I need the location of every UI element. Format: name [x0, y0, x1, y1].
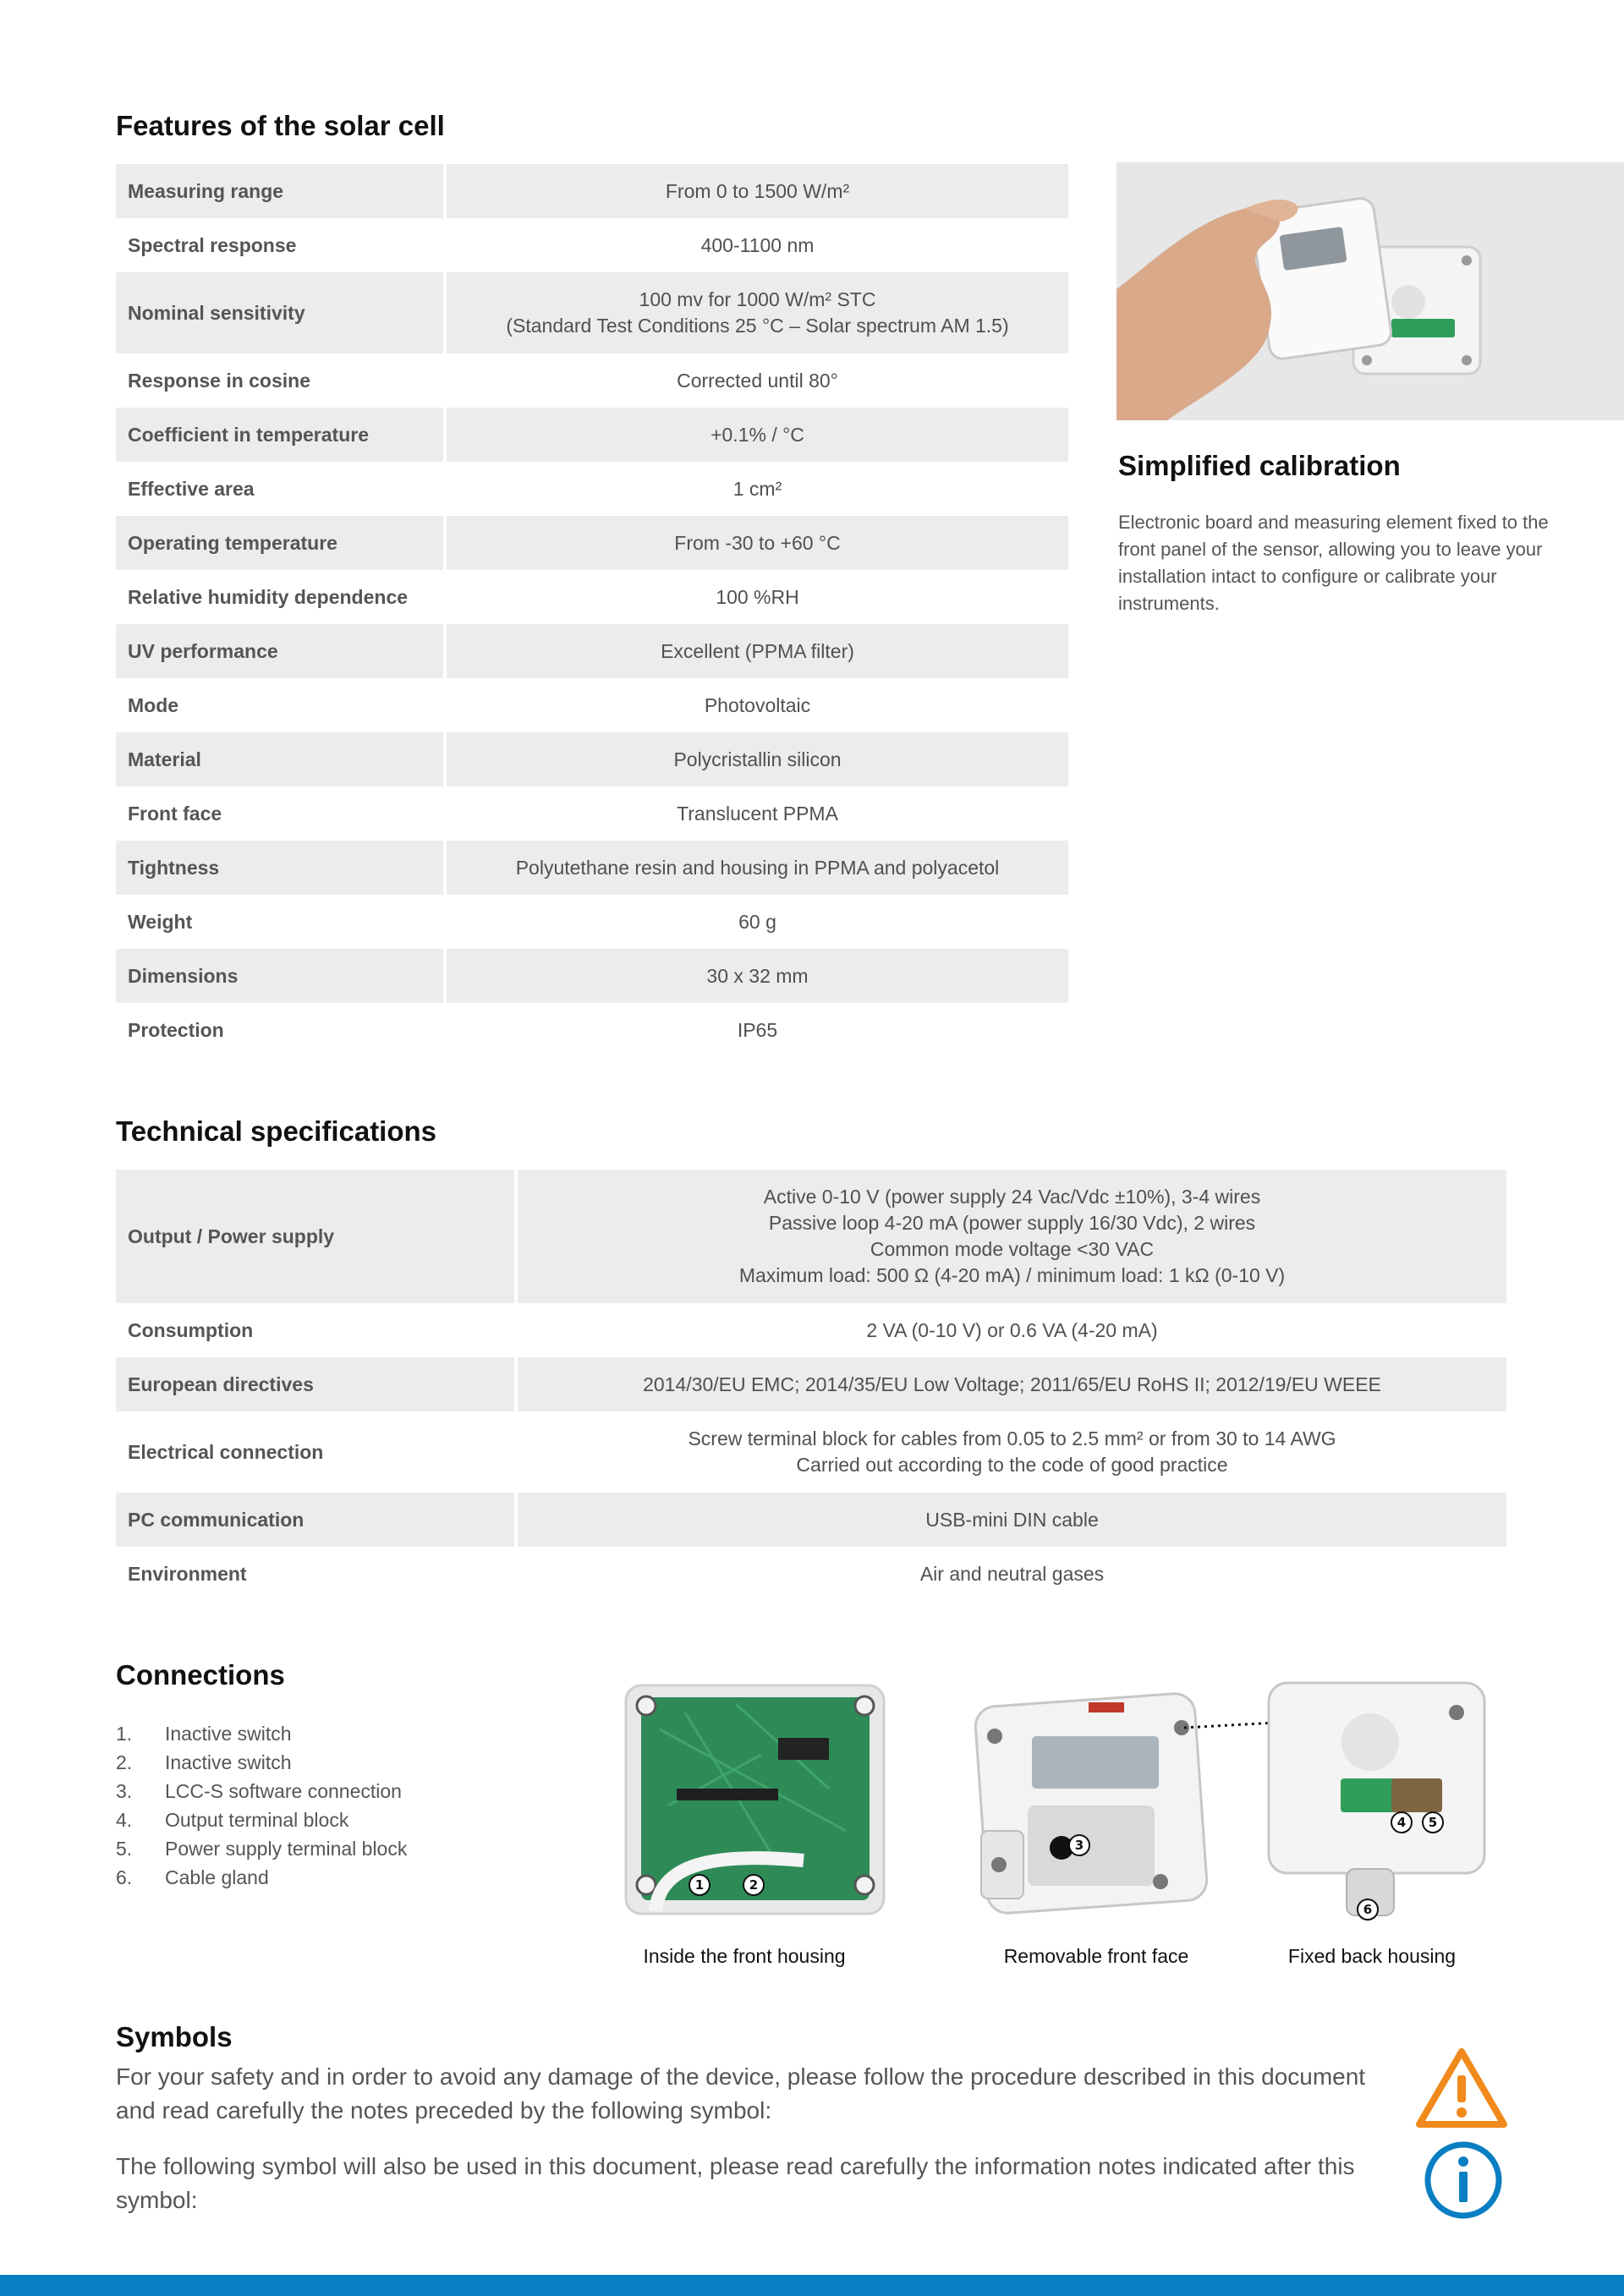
- list-item: [116, 1748, 407, 1777]
- row-value: From 0 to 1500 W/m²: [443, 164, 1068, 218]
- row-label: Spectral response: [116, 218, 443, 272]
- front-housing-pcb-image: [626, 1685, 884, 1914]
- row-label: Measuring range: [116, 164, 443, 218]
- row-label: Front face: [116, 786, 443, 841]
- badge-2-label: 2: [749, 1877, 759, 1893]
- technical-table: [116, 1170, 1506, 1601]
- connections-title: Connections: [116, 1659, 285, 1690]
- badge-5-label: 5: [1428, 1815, 1438, 1830]
- calibration-title: Simplified calibration: [1118, 450, 1401, 481]
- row-label: Electrical connection: [116, 1411, 514, 1493]
- item-label: Power supply terminal block: [165, 1838, 408, 1860]
- technical-title: Technical specifications: [116, 1115, 437, 1147]
- item-label: Cable gland: [165, 1866, 269, 1888]
- row-value: 2014/30/EU EMC; 2014/35/EU Low Voltage; 2011/65/EU RoHS II; 2012/19/EU WEEE: [514, 1357, 1506, 1411]
- item-number: 1.: [116, 1723, 133, 1745]
- warning-triangle-icon: [1414, 2047, 1509, 2131]
- row-label: Operating temperature: [116, 516, 443, 570]
- warning-text: For your safety and in order to avoid any damage of the device, please follow the procedure described in this document and read carefully the notes preceded by the following symbol:: [116, 2063, 1366, 2123]
- features-title: Features of the solar cell: [116, 110, 445, 141]
- row-value: Excellent (PPMA filter): [443, 624, 1068, 678]
- calibration-photo: [1116, 162, 1624, 420]
- fixed-back-housing-image: [1269, 1683, 1484, 1920]
- row-value: USB-mini DIN cable: [514, 1493, 1506, 1547]
- calibration-text: Electronic board and measuring element fixed to the front panel of the sensor, allowing you to leave your installation intact to configure or calibrate your instruments.: [1118, 512, 1549, 614]
- row-label: Effective area: [116, 462, 443, 516]
- row-value: Screw terminal block for cables from 0.05 to 2.5 mm² or from 30 to 14 AWG Carried out according to the code of good practice: [514, 1411, 1506, 1493]
- table-row: [116, 1003, 1068, 1057]
- row-value: Active 0-10 V (power supply 24 Vac/Vdc ±10%), 3-4 wires Passive loop 4-20 mA (power supply 16/30 Vdc), 2 wires Common mode voltage <30 VAC Maximum load: 500 Ω (4-20 mA) / minimum load: 1 kΩ (0-10 V): [514, 1170, 1506, 1303]
- badge-3-label: 3: [1074, 1838, 1084, 1853]
- item-number: 4.: [116, 1809, 133, 1831]
- table-row: [116, 218, 1068, 272]
- table-row: [116, 624, 1068, 678]
- table-row: [116, 678, 1068, 732]
- table-row: [116, 1493, 1506, 1547]
- list-item: [116, 1834, 407, 1863]
- removable-front-face-image: [974, 1692, 1208, 1915]
- table-row: [116, 732, 1068, 786]
- table-row: [116, 408, 1068, 462]
- row-label: Response in cosine: [116, 353, 443, 408]
- table-row: [116, 1303, 1506, 1357]
- table-row: [116, 353, 1068, 408]
- item-number: 5.: [116, 1838, 133, 1860]
- caption-back-housing: Fixed back housing: [1287, 1945, 1457, 1967]
- row-value: 1 cm²: [443, 462, 1068, 516]
- row-label: Weight: [116, 895, 443, 949]
- caption-front-face: Removable front face: [1003, 1945, 1189, 1967]
- row-value: 2 VA (0-10 V) or 0.6 VA (4-20 mA): [514, 1303, 1506, 1357]
- row-label: Mode: [116, 678, 443, 732]
- list-item: [116, 1719, 407, 1748]
- item-number: 3.: [116, 1780, 133, 1802]
- row-label: European directives: [116, 1357, 514, 1411]
- footer-bar: [0, 2275, 1624, 2296]
- info-text: The following symbol will also be used in this document, please read carefully the information notes indicated after this symbol:: [116, 2153, 1355, 2213]
- row-value: IP65: [443, 1003, 1068, 1057]
- row-label: PC communication: [116, 1493, 514, 1547]
- row-value: From -30 to +60 °C: [443, 516, 1068, 570]
- table-row: [116, 164, 1068, 218]
- table-row: [116, 949, 1068, 1003]
- info-circle-icon: [1423, 2140, 1504, 2221]
- item-label: Inactive switch: [165, 1723, 292, 1745]
- table-row: [116, 1357, 1506, 1411]
- badge-4-label: 4: [1396, 1815, 1407, 1830]
- table-row: [116, 841, 1068, 895]
- item-label: LCC-S software connection: [165, 1780, 402, 1802]
- item-label: Inactive switch: [165, 1751, 292, 1773]
- row-value: 100 %RH: [443, 570, 1068, 624]
- row-label: Tightness: [116, 841, 443, 895]
- table-row: [116, 1547, 1506, 1601]
- row-value: Translucent PPMA: [443, 786, 1068, 841]
- table-row: [116, 570, 1068, 624]
- table-row: [116, 895, 1068, 949]
- row-label: Output / Power supply: [116, 1170, 514, 1303]
- table-row: [116, 1411, 1506, 1493]
- row-label: Coefficient in temperature: [116, 408, 443, 462]
- table-row: [116, 516, 1068, 570]
- symbols-title: Symbols: [116, 2021, 233, 2052]
- item-label: Output terminal block: [165, 1809, 349, 1831]
- item-number: 2.: [116, 1751, 133, 1773]
- row-label: Environment: [116, 1547, 514, 1601]
- row-value: 100 mv for 1000 W/m² STC (Standard Test Conditions 25 °C – Solar spectrum AM 1.5): [443, 272, 1068, 353]
- row-value: 400-1100 nm: [443, 218, 1068, 272]
- list-item: [116, 1863, 407, 1892]
- row-value: +0.1% / °C: [443, 408, 1068, 462]
- row-value: Photovoltaic: [443, 678, 1068, 732]
- connections-illustration: [609, 1679, 1506, 1932]
- hand-holding-sensor-illustration: [1116, 162, 1624, 420]
- row-label: Material: [116, 732, 443, 786]
- item-number: 6.: [116, 1866, 133, 1888]
- row-label: Relative humidity dependence: [116, 570, 443, 624]
- table-row: [116, 1170, 1506, 1303]
- table-row: [116, 786, 1068, 841]
- row-value: Corrected until 80°: [443, 353, 1068, 408]
- list-item: [116, 1777, 407, 1806]
- row-value: Air and neutral gases: [514, 1547, 1506, 1601]
- list-item: [116, 1806, 407, 1834]
- features-table: [116, 164, 1068, 1057]
- caption-front-housing: Inside the front housing: [643, 1945, 846, 1967]
- connections-list: [116, 1719, 407, 1892]
- row-label: Nominal sensitivity: [116, 272, 443, 353]
- row-value: 30 x 32 mm: [443, 949, 1068, 1003]
- row-label: Consumption: [116, 1303, 514, 1357]
- badge-6-label: 6: [1363, 1902, 1373, 1917]
- table-row: [116, 462, 1068, 516]
- row-value: Polycristallin silicon: [443, 732, 1068, 786]
- row-value: 60 g: [443, 895, 1068, 949]
- row-label: Dimensions: [116, 949, 443, 1003]
- badge-1-label: 1: [694, 1877, 705, 1893]
- table-row: [116, 272, 1068, 353]
- row-label: Protection: [116, 1003, 443, 1057]
- row-value: Polyutethane resin and housing in PPMA and polyacetol: [443, 841, 1068, 895]
- row-label: UV performance: [116, 624, 443, 678]
